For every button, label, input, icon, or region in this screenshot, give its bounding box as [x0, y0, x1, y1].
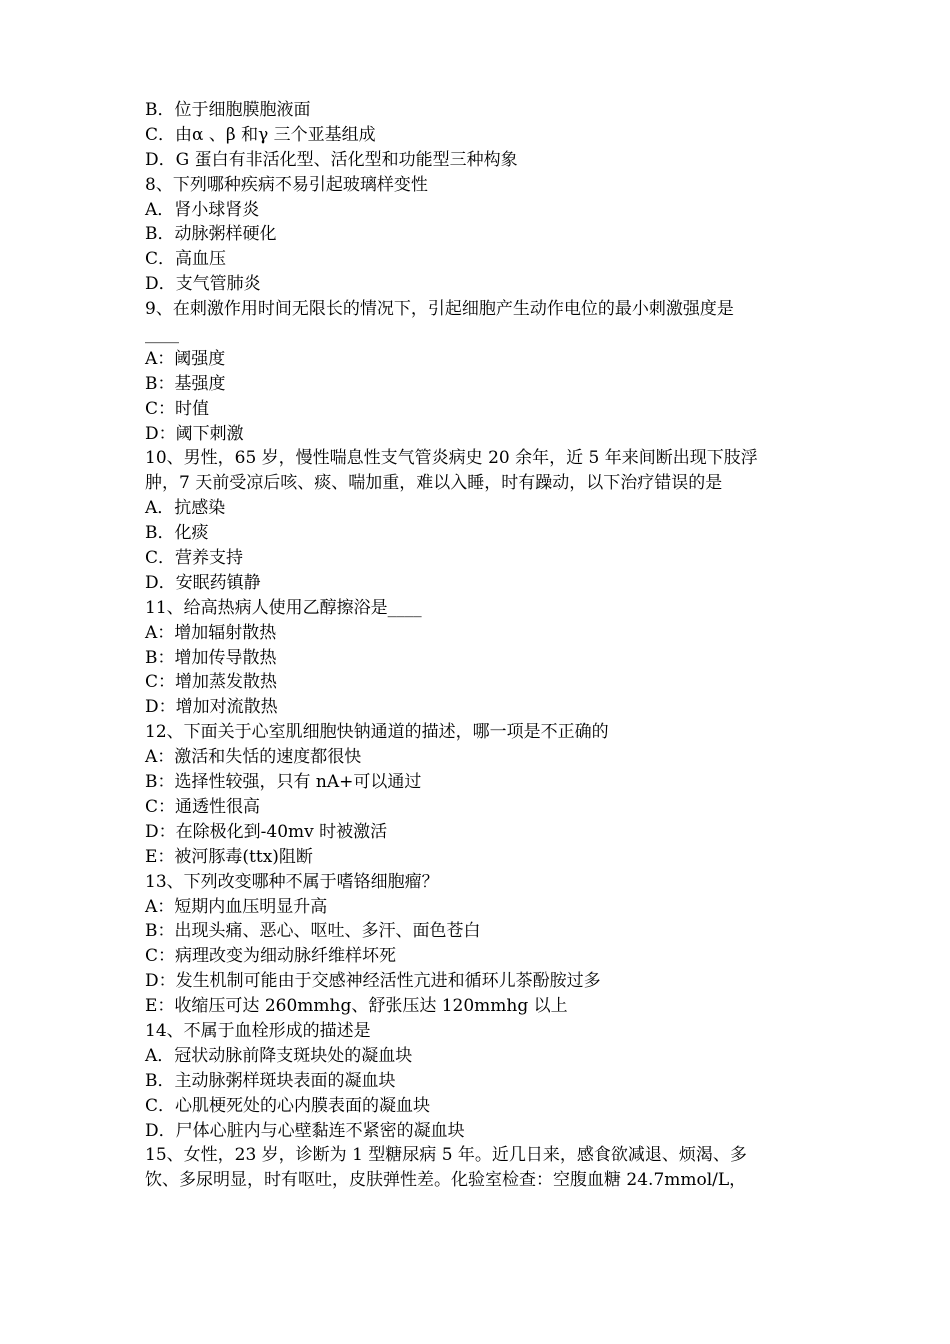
question-13: 13、下列改变哪种不属于嗜铬细胞瘤？ [145, 871, 439, 892]
option-c-q9: C：时值 [145, 398, 210, 419]
question-11: 11、给高热病人使用乙醇擦浴是____ [145, 597, 422, 618]
option-c-q10: C．营养支持 [145, 548, 244, 569]
option-b-q9: B：基强度 [145, 373, 226, 394]
option-a-q12: A：激活和失恬的速度都很快 [145, 747, 362, 768]
option-b-q13: B：出现头痛、恶心、呕吐、多汗、面色苍白 [145, 921, 481, 942]
option-d-q9: D：阈下刺激 [145, 423, 244, 444]
option-c-q11: C：增加蒸发散热 [145, 672, 278, 693]
option-e-q12: E：被河豚毒(ttx)阻断 [145, 846, 313, 867]
question-12: 12、下面关于心室肌细胞快钠通道的描述，哪一项是不正确的 [145, 722, 609, 743]
option-a-q10: A．抗感染 [145, 498, 226, 519]
option-a-q14: A．冠状动脉前降支斑块处的凝血块 [145, 1045, 413, 1066]
option-d-q14: D．尸体心脏内与心壁黏连不紧密的凝血块 [145, 1120, 465, 1141]
option-a-q9: A：阈强度 [145, 348, 226, 369]
document-body [145, 98, 810, 1193]
option-a-q13: A：短期内血压明显升高 [145, 896, 328, 917]
option-b-q7: B．位于细胞膜胞液面 [145, 100, 311, 120]
option-b-q12: B：选择性较强，只有 nA+可以通过 [145, 772, 422, 793]
question-15-line-1: 15、女性，23 岁，诊断为 1 型糖尿病 5 年。近几日来，感食欲减退、烦渴、多 [145, 1145, 747, 1166]
option-a-q8: A．肾小球肾炎 [145, 199, 260, 220]
option-d-q12: D：在除极化到-40mv 时被激活 [145, 821, 388, 842]
option-c-q14: C．心肌梗死处的心内膜表面的凝血块 [145, 1095, 431, 1116]
option-c-q7: C．由α 、β 和γ 三个亚基组成 [145, 124, 376, 145]
option-c-q12: C：通透性很高 [145, 796, 261, 817]
question-8: 8、下列哪种疾病不易引起玻璃样变性 [145, 174, 428, 195]
question-9: 9、在刺激作用时间无限长的情况下，引起细胞产生动作电位的最小刺激强度是 [145, 299, 734, 320]
question-10-line-2: 肿，7 天前受凉后咳、痰、喘加重，难以入睡，时有躁动，以下治疗错误的是 [145, 473, 723, 494]
question-15-line-2: 饮、多尿明显，时有呕吐，皮肤弹性差。化验室检查：空腹血糖 24.7mmol/L， [145, 1170, 747, 1191]
option-d-q13: D：发生机制可能由于交感神经活性亢进和循环儿茶酚胺过多 [145, 971, 601, 992]
option-b-q14: B．主动脉粥样斑块表面的凝血块 [145, 1070, 396, 1091]
option-d-q10: D．安眠药镇静 [145, 572, 261, 593]
option-a-q11: A：增加辐射散热 [145, 622, 277, 643]
option-b-q8: B．动脉粥样硬化 [145, 224, 277, 245]
option-d-q11: D：增加对流散热 [145, 697, 278, 718]
option-e-q13: E：收缩压可达 260mmhg、舒张压达 120mmhg 以上 [145, 996, 568, 1017]
option-d-q8: D．支气管肺炎 [145, 274, 261, 295]
option-d-q7: D．G 蛋白有非活化型、活化型和功能型三种构象 [145, 149, 518, 170]
question-10-line-1: 10、男性，65 岁，慢性喘息性支气管炎病史 20 余年，近 5 年来间断出现下肢浮 [145, 448, 758, 469]
option-b-q10: B．化痰 [145, 523, 209, 544]
option-c-q8: C．高血压 [145, 249, 227, 270]
option-c-q13: C：病理改变为细动脉纤维样坏死 [145, 946, 397, 967]
question-9-blank: ____ [145, 324, 179, 345]
question-14: 14、不属于血栓形成的描述是 [145, 1020, 371, 1041]
option-b-q11: B：增加传导散热 [145, 647, 277, 668]
